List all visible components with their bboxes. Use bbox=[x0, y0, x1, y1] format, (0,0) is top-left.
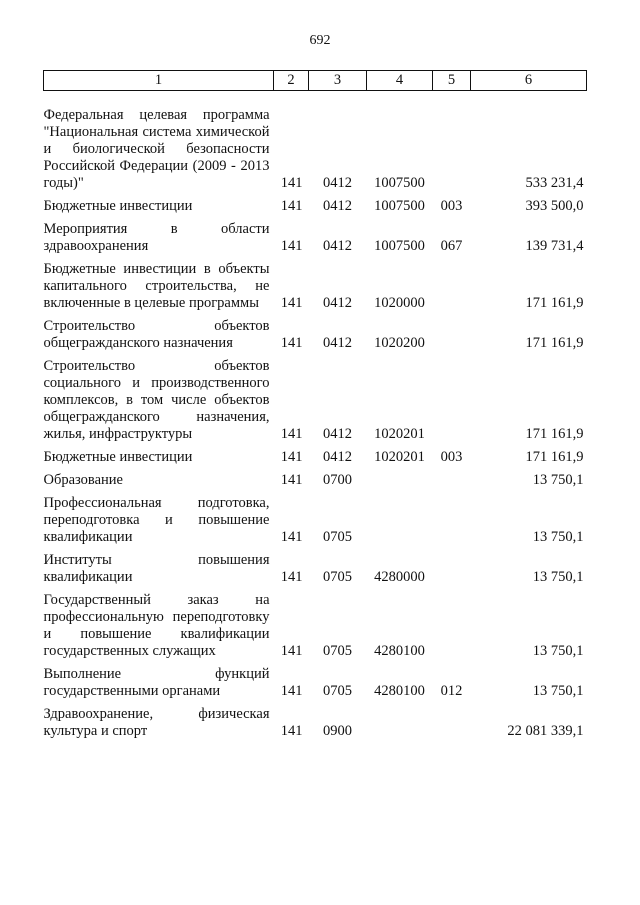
row-ministry-code: 141 bbox=[280, 683, 303, 699]
row-name: Федеральная целевая программа "Национальная система химической и биологической безопасности Российской Федерации (2009 - 2013 годы)" bbox=[43, 107, 270, 191]
table-row bbox=[44, 352, 587, 443]
row-section-code: 0412 bbox=[323, 426, 352, 442]
table-row bbox=[44, 546, 587, 586]
row-name: Государственный заказ на профессиональную переподготовку и повышение квалификации государственных служащих bbox=[43, 592, 270, 659]
row-amount: 13 750,1 bbox=[532, 683, 584, 699]
row-amount: 13 750,1 bbox=[532, 569, 584, 585]
column-header-4: 4 bbox=[367, 71, 433, 91]
row-target-code bbox=[367, 489, 433, 546]
row-name: Институты повышения квалификации bbox=[43, 552, 270, 585]
row-expense-type-code bbox=[433, 312, 471, 352]
table-row bbox=[44, 700, 587, 740]
row-name: Мероприятия в области здравоохранения bbox=[43, 221, 270, 254]
row-ministry-code: 141 bbox=[280, 198, 303, 214]
row-expense-type-code: 003 bbox=[440, 449, 463, 465]
table-row bbox=[44, 443, 587, 466]
column-header-2: 2 bbox=[274, 71, 309, 91]
row-ministry-code: 141 bbox=[280, 723, 303, 739]
row-ministry-code: 141 bbox=[280, 295, 303, 311]
row-ministry-code: 141 bbox=[280, 472, 303, 488]
row-section-code: 0412 bbox=[323, 449, 352, 465]
row-target-code: 1007500 bbox=[374, 175, 425, 191]
row-name: Строительство объектов общегражданского назначения bbox=[43, 318, 270, 351]
row-ministry-code: 141 bbox=[280, 175, 303, 191]
row-target-code: 1007500 bbox=[374, 198, 425, 214]
row-ministry-code: 141 bbox=[280, 426, 303, 442]
page-number: 692 bbox=[309, 33, 331, 48]
row-amount: 171 161,9 bbox=[525, 426, 584, 442]
row-section-code: 0705 bbox=[323, 683, 352, 699]
table-row bbox=[44, 255, 587, 312]
row-name: Выполнение функций государственными органами bbox=[43, 666, 270, 699]
row-amount: 13 750,1 bbox=[532, 472, 584, 488]
row-target-code: 1020201 bbox=[374, 426, 425, 442]
table-row bbox=[44, 660, 587, 700]
row-target-code: 1020200 bbox=[374, 335, 425, 351]
row-expense-type-code: 012 bbox=[440, 683, 463, 699]
row-section-code: 0705 bbox=[323, 569, 352, 585]
row-ministry-code: 141 bbox=[280, 643, 303, 659]
column-header-5: 5 bbox=[433, 71, 471, 91]
table-body bbox=[44, 91, 587, 741]
row-target-code: 1007500 bbox=[374, 238, 425, 254]
row-amount: 139 731,4 bbox=[525, 238, 584, 254]
row-name: Строительство объектов социального и производственного комплексов, в том числе объектов общегражданского назначения, жилья, инфраструктуры bbox=[43, 358, 270, 442]
column-header-6: 6 bbox=[471, 71, 587, 91]
row-amount: 171 161,9 bbox=[525, 449, 584, 465]
row-target-code: 1020000 bbox=[374, 295, 425, 311]
row-target-code: 4280000 bbox=[374, 569, 425, 585]
row-expense-type-code bbox=[433, 466, 471, 489]
table-row bbox=[44, 215, 587, 255]
table-row bbox=[44, 91, 587, 193]
table-row bbox=[44, 466, 587, 489]
row-target-code: 4280100 bbox=[374, 643, 425, 659]
row-ministry-code: 141 bbox=[280, 449, 303, 465]
column-header-3: 3 bbox=[309, 71, 367, 91]
row-name: Здравоохранение, физическая культура и спорт bbox=[43, 706, 270, 739]
row-amount: 171 161,9 bbox=[525, 335, 584, 351]
table-header-row bbox=[44, 71, 587, 91]
row-amount: 533 231,4 bbox=[525, 175, 584, 191]
row-expense-type-code bbox=[433, 700, 471, 740]
row-expense-type-code bbox=[433, 586, 471, 660]
row-amount: 171 161,9 bbox=[525, 295, 584, 311]
row-name: Образование bbox=[43, 472, 123, 488]
row-expense-type-code: 067 bbox=[440, 238, 463, 254]
row-expense-type-code bbox=[433, 255, 471, 312]
row-section-code: 0900 bbox=[323, 723, 352, 739]
row-target-code bbox=[367, 700, 433, 740]
row-section-code: 0705 bbox=[323, 643, 352, 659]
row-amount: 393 500,0 bbox=[525, 198, 584, 214]
column-header-1: 1 bbox=[44, 71, 274, 91]
row-section-code: 0412 bbox=[323, 198, 352, 214]
table-row bbox=[44, 312, 587, 352]
row-section-code: 0412 bbox=[323, 295, 352, 311]
row-section-code: 0412 bbox=[323, 335, 352, 351]
row-name: Профессиональная подготовка, переподготовка и повышение квалификации bbox=[43, 495, 270, 545]
row-target-code: 4280100 bbox=[374, 683, 425, 699]
row-section-code: 0412 bbox=[323, 238, 352, 254]
row-expense-type-code bbox=[433, 546, 471, 586]
row-expense-type-code bbox=[433, 352, 471, 443]
row-name: Бюджетные инвестиции bbox=[43, 449, 193, 465]
budget-table bbox=[43, 70, 587, 740]
row-section-code: 0412 bbox=[323, 175, 352, 191]
table-row bbox=[44, 192, 587, 215]
row-amount: 22 081 339,1 bbox=[507, 723, 584, 739]
row-target-code: 1020201 bbox=[374, 449, 425, 465]
row-expense-type-code: 003 bbox=[440, 198, 463, 214]
row-section-code: 0700 bbox=[323, 472, 352, 488]
table-row bbox=[44, 586, 587, 660]
row-expense-type-code bbox=[433, 489, 471, 546]
row-target-code bbox=[367, 466, 433, 489]
row-amount: 13 750,1 bbox=[532, 529, 584, 545]
row-section-code: 0705 bbox=[323, 529, 352, 545]
table-row bbox=[44, 489, 587, 546]
row-name: Бюджетные инвестиции в объекты капитального строительства, не включенные в целевые программы bbox=[43, 261, 270, 311]
row-amount: 13 750,1 bbox=[532, 643, 584, 659]
row-ministry-code: 141 bbox=[280, 529, 303, 545]
row-ministry-code: 141 bbox=[280, 335, 303, 351]
row-ministry-code: 141 bbox=[280, 569, 303, 585]
row-name: Бюджетные инвестиции bbox=[43, 198, 193, 214]
row-ministry-code: 141 bbox=[280, 238, 303, 254]
row-expense-type-code bbox=[433, 91, 471, 193]
